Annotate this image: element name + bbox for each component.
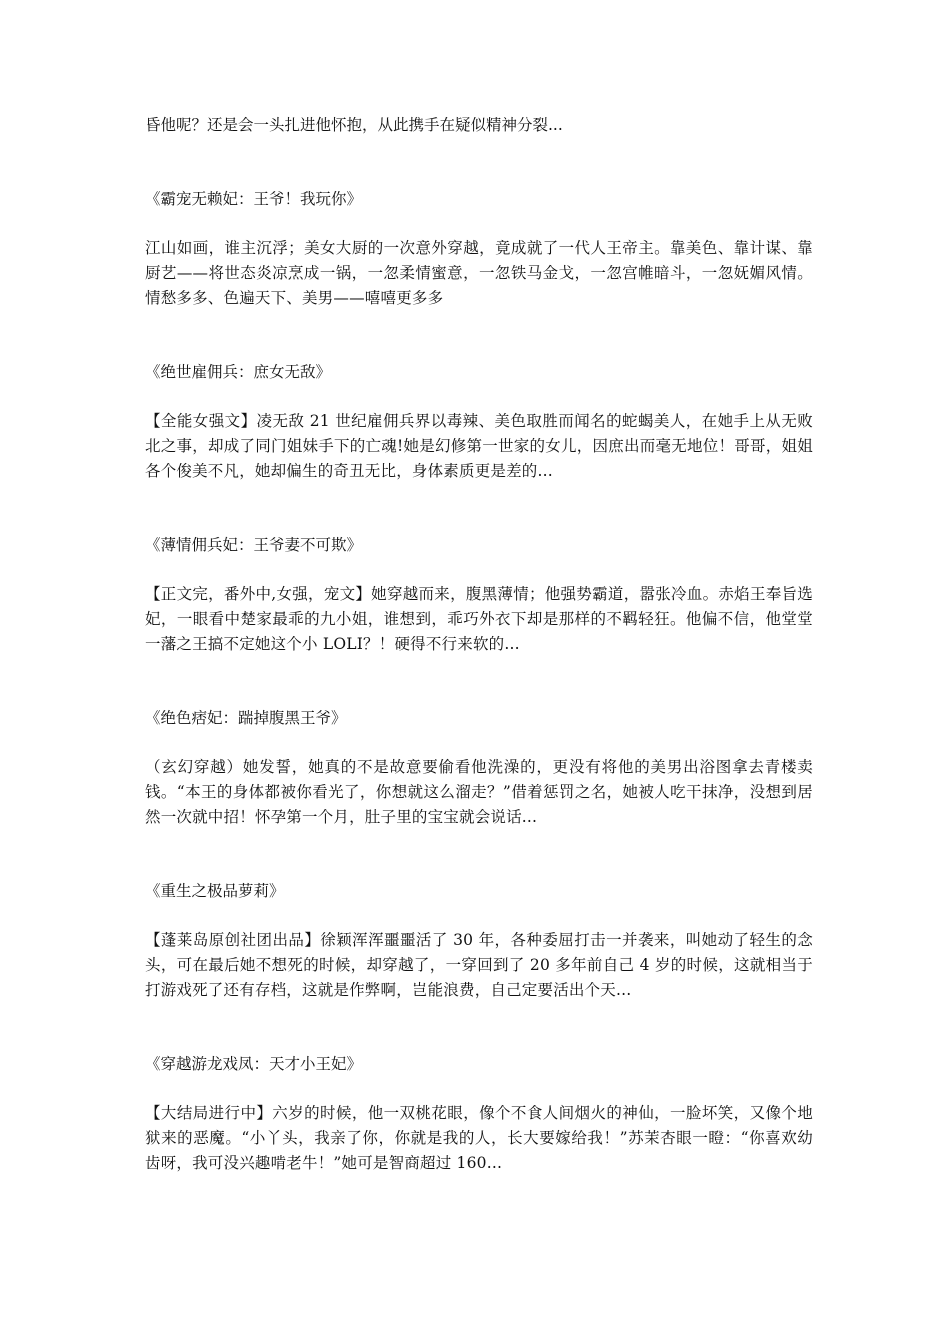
book-description: 【蓬莱岛原创社团出品】徐颖浑浑噩噩活了 30 年，各种委屈打击一并袭来，叫她动了轻生的念头，可在最后她不想死的时候，却穿越了，一穿回到了 20 多年前自己 4 岁的时候，这就相当于打游戏死了还有存档，这就是作弊啊，岂能浪费，自己定要活出个天... bbox=[145, 931, 813, 999]
book-entry bbox=[145, 1052, 813, 1176]
book-title: 《穿越游龙戏凤：天才小王妃》 bbox=[145, 1055, 363, 1073]
document-page bbox=[145, 113, 813, 1176]
book-description: 【大结局进行中】六岁的时候，他一双桃花眼，像个不食人间烟火的神仙，一脸坏笑，又像个地狱来的恶魔。“小丫头，我亲了你，你就是我的人，长大要嫁给我！”苏茉杏眼一瞪：“你喜欢幼齿呀，我可没兴趣啃老牛！”她可是智商超过 160... bbox=[145, 1104, 813, 1172]
book-title: 《绝色痞妃：踹掉腹黑王爷》 bbox=[145, 709, 347, 727]
book-title: 《绝世雇佣兵：庶女无敌》 bbox=[145, 363, 332, 381]
book-entry bbox=[145, 360, 813, 484]
book-entry bbox=[145, 533, 813, 657]
book-entry bbox=[145, 187, 813, 311]
book-title: 《重生之极品萝莉》 bbox=[145, 882, 285, 900]
book-description: 【正文完，番外中,女强，宠文】她穿越而来，腹黑薄情；他强势霸道，嚣张冷血。赤焰王奉旨选妃，一眼看中楚家最乖的九小姐，谁想到，乖巧外衣下却是那样的不羁轻狂。他偏不信，他堂堂一藩之王搞不定她这个小 LOLI？！硬得不行来软的... bbox=[145, 585, 813, 653]
book-entry bbox=[145, 706, 813, 830]
book-description: 【全能女强文】凌无敌 21 世纪雇佣兵界以毒辣、美色取胜而闻名的蛇蝎美人，在她手上从无败北之事，却成了同门姐妹手下的亡魂!她是幻修第一世家的女儿，因庶出而毫无地位！哥哥，姐姐各个俊美不凡，她却偏生的奇丑无比，身体素质更是差的... bbox=[145, 412, 813, 480]
book-title: 《霸宠无赖妃：王爷！我玩你》 bbox=[145, 190, 363, 208]
book-title: 《薄情佣兵妃：王爷妻不可欺》 bbox=[145, 536, 363, 554]
book-description: 江山如画，谁主沉浮；美女大厨的一次意外穿越，竟成就了一代人王帝主。靠美色、靠计谋、靠厨艺——将世态炎凉烹成一锅，一忽柔情蜜意，一忽铁马金戈，一忽宫帷暗斗，一忽妩媚风情。情愁多多、色遍天下、美男——嘻嘻更多多 bbox=[145, 239, 813, 307]
intro-paragraph: 昏他呢？还是会一头扎进他怀抱，从此携手在疑似精神分裂... bbox=[145, 116, 563, 134]
book-entry bbox=[145, 879, 813, 1003]
book-description: （玄幻穿越）她发誓，她真的不是故意要偷看他洗澡的，更没有将他的美男出浴图拿去青楼卖钱。“本王的身体都被你看光了，你想就这么溜走？”借着惩罚之名，她被人吃干抹净，没想到居然一次就中招！怀孕第一个月，肚子里的宝宝就会说话... bbox=[145, 758, 813, 826]
